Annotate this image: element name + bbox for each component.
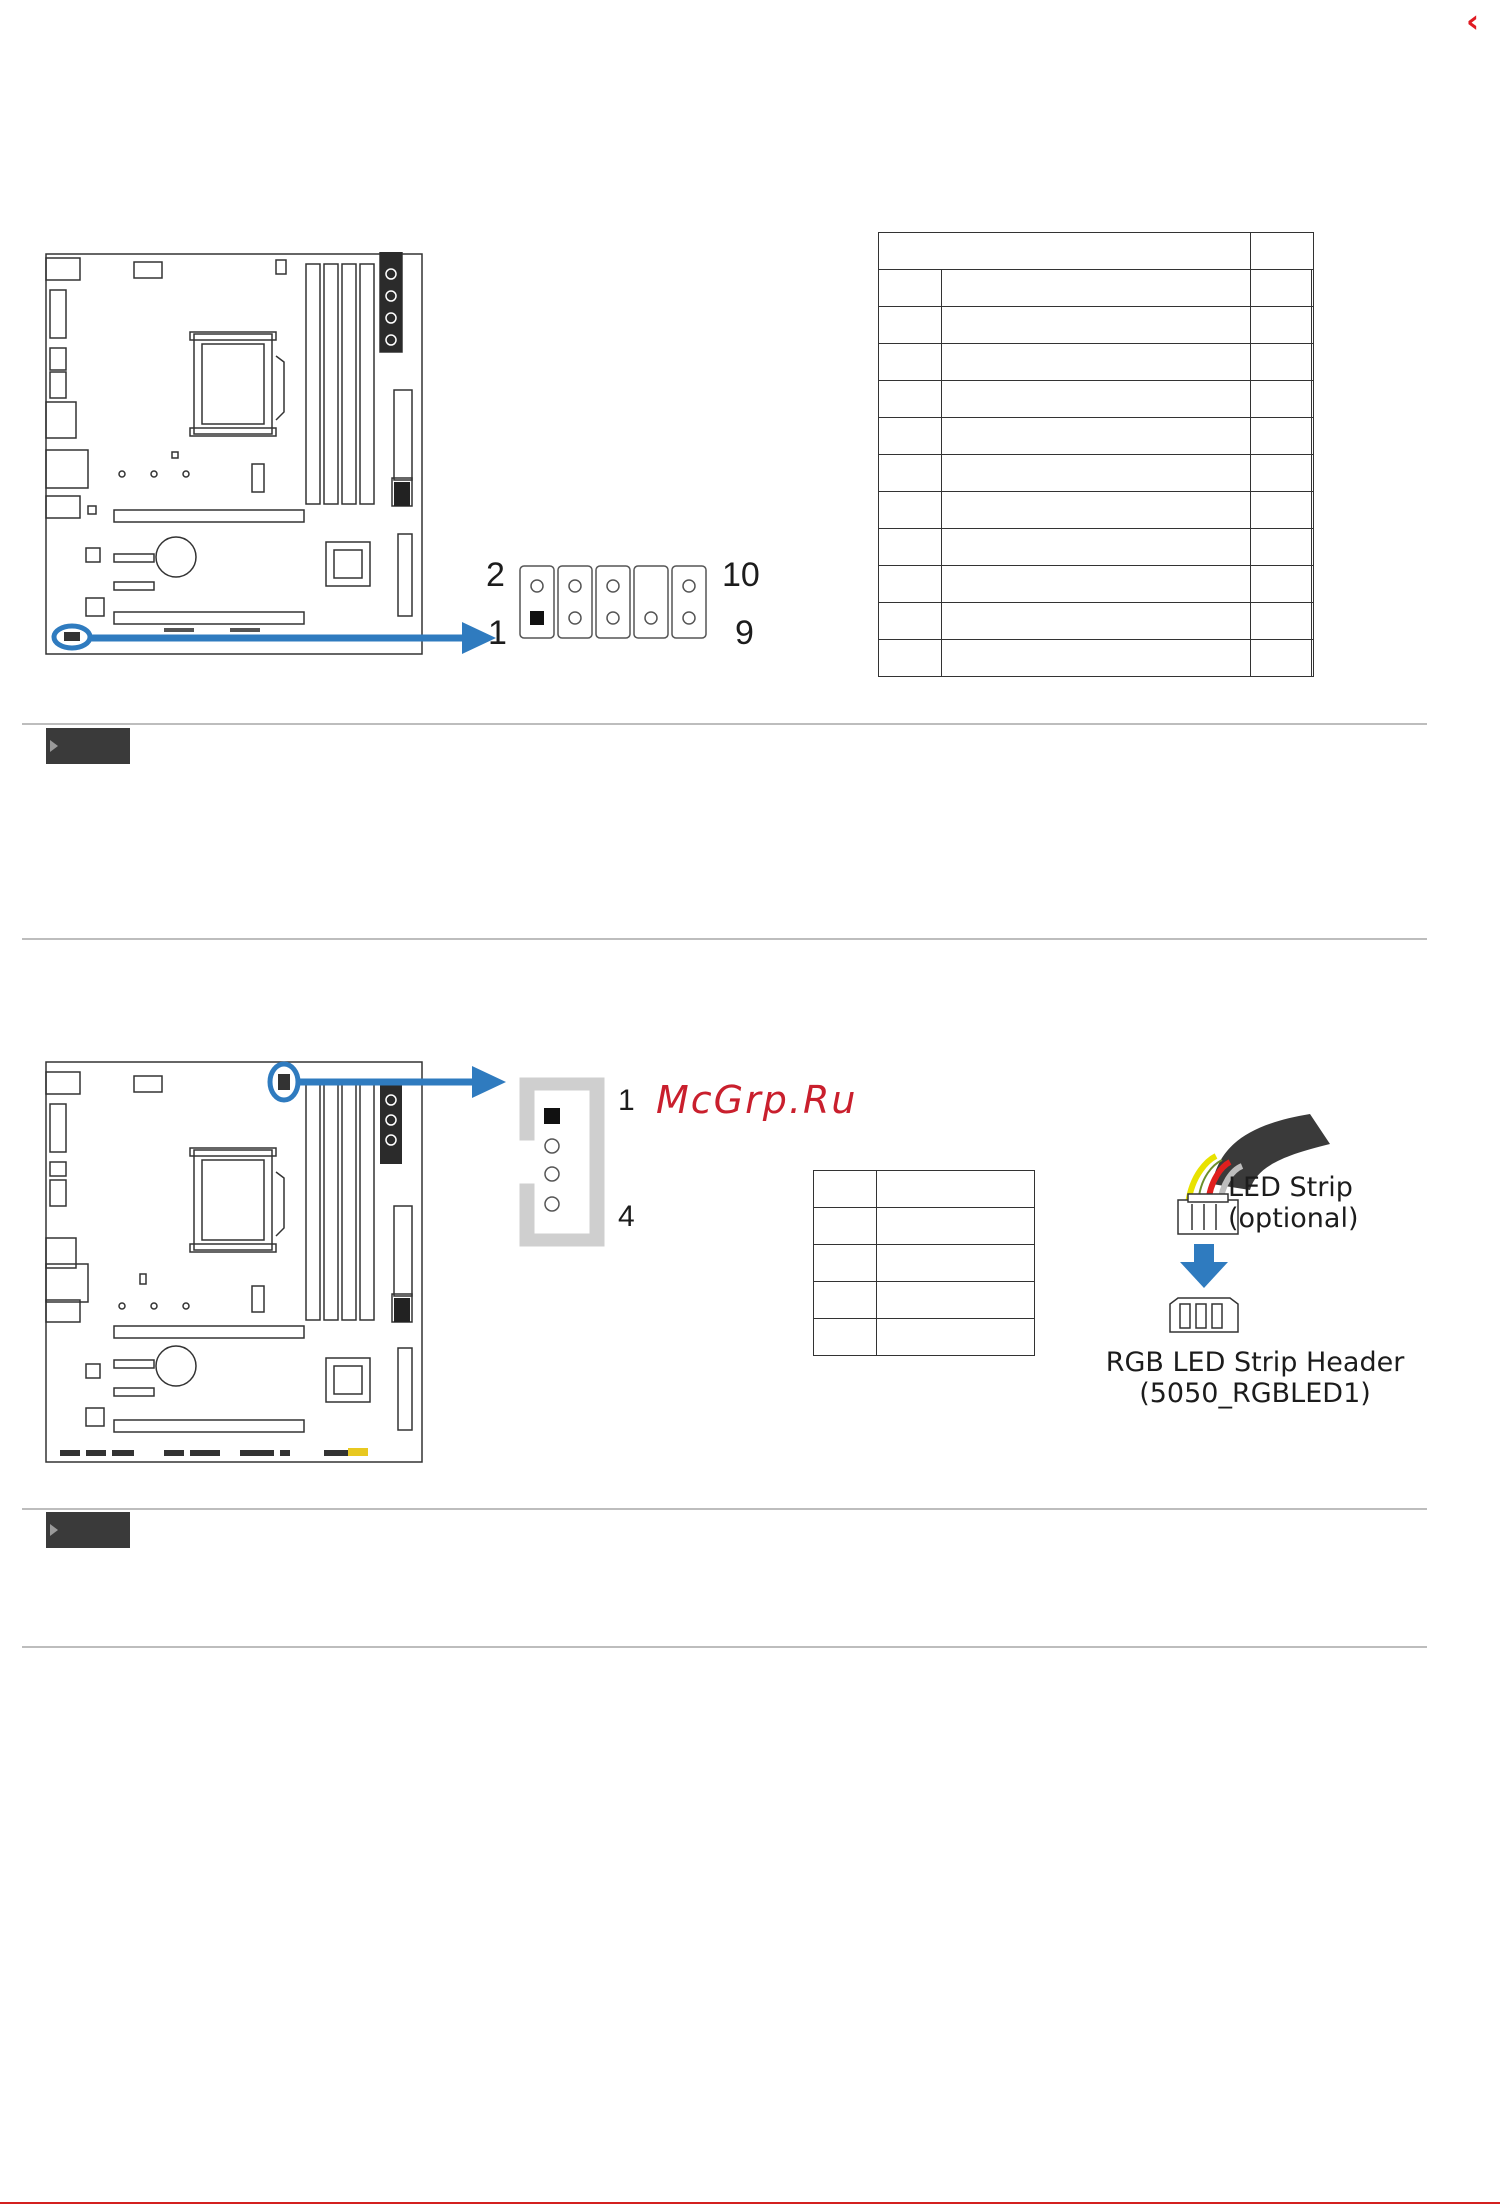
back-chevron-icon[interactable]: ‹ — [1466, 2, 1480, 40]
pin-definition-table-top — [878, 232, 1314, 677]
section-divider — [22, 1646, 1427, 1648]
four-pin-header-drawing — [516, 1074, 610, 1250]
section-divider — [22, 723, 1427, 725]
pin-label-2: 2 — [486, 556, 505, 594]
footer-accent-line — [0, 2202, 1500, 2204]
section-divider — [22, 1508, 1427, 1510]
ten-pin-header-drawing — [518, 556, 718, 646]
note-tab — [46, 1512, 130, 1548]
pin-label-9: 9 — [735, 614, 754, 652]
rgb-header-label-line2: (5050_RGBLED1) — [1139, 1378, 1371, 1409]
motherboard-diagram-bottom — [44, 1054, 524, 1470]
pin-label-1: 1 — [488, 614, 507, 652]
led-strip-label — [1228, 1172, 1368, 1234]
led-strip-label-line1: LED Strip — [1228, 1172, 1353, 1203]
rgb-header-label — [1100, 1347, 1410, 1409]
led-strip-label-line2: (optional) — [1228, 1203, 1359, 1234]
pin-label-4: 4 — [618, 1200, 635, 1233]
pin-definition-table-bottom — [813, 1170, 1035, 1356]
motherboard-diagram-top — [44, 252, 524, 662]
rgb-header-label-line1: RGB LED Strip Header — [1105, 1347, 1405, 1378]
pin-label-10: 10 — [722, 556, 760, 594]
section-divider — [22, 938, 1427, 940]
arrow-down-icon — [1180, 1244, 1228, 1288]
pin-label-1: 1 — [618, 1084, 635, 1117]
watermark-text: McGrp.Ru — [656, 1078, 858, 1122]
note-tab — [46, 728, 130, 764]
